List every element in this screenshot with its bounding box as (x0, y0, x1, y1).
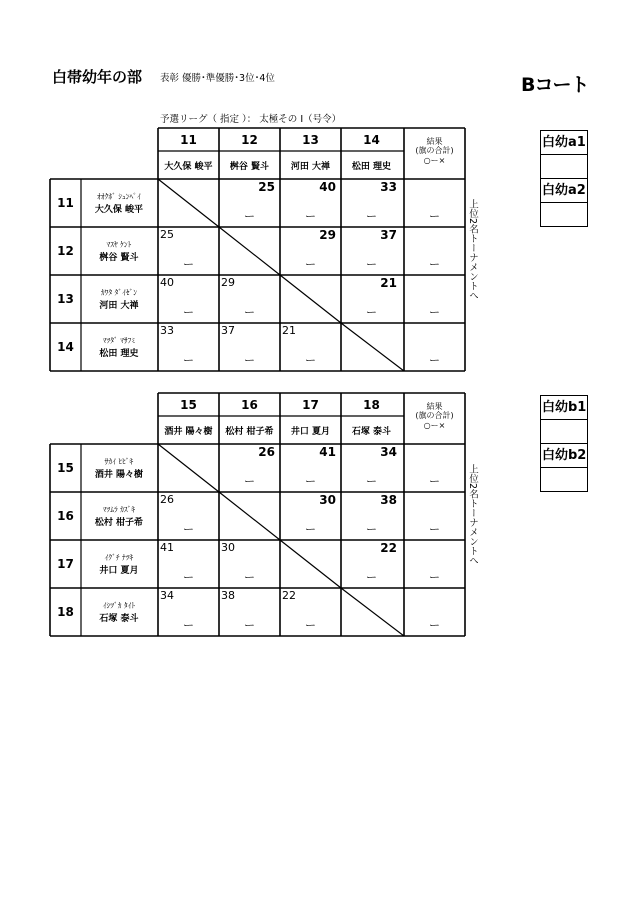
win-marker: ー (183, 523, 194, 536)
row-number: 18 (57, 605, 74, 619)
score-cell: 33 (160, 324, 174, 337)
result-header-title: 結果 (426, 137, 443, 146)
score-cell: 37 (380, 228, 397, 242)
score-cell: 40 (319, 180, 336, 194)
score-cell: 41 (160, 541, 174, 554)
score-cell: 26 (160, 493, 174, 506)
diagonal-slash (158, 179, 219, 227)
win-marker: ー (305, 619, 316, 632)
score-cell: 41 (319, 445, 336, 459)
score-cell: 34 (380, 445, 397, 459)
player-kana: ﾏﾂﾑﾗ ｶｽﾞｷ (102, 505, 136, 514)
seed-blank (541, 468, 587, 491)
player-kana: ｻｶｲ ﾋﾋﾞｷ (104, 457, 134, 466)
player-kana: ﾏｽﾔ ｹﾝﾄ (106, 240, 132, 249)
col-number: 18 (363, 398, 380, 412)
win-marker: ー (244, 571, 255, 584)
win-marker: ー (183, 258, 194, 271)
player-name: 河田 大禅 (99, 301, 139, 311)
player-name: 石塚 泰斗 (99, 614, 139, 624)
player-name: 酒井 陽々樹 (94, 470, 144, 480)
score-cell: 38 (221, 589, 235, 602)
row-number: 13 (57, 292, 74, 306)
win-marker: ー (183, 354, 194, 367)
score-cell: 37 (221, 324, 235, 337)
col-player-name: 井口 夏月 (290, 427, 331, 437)
seed-box-a2 (540, 178, 588, 227)
result-marker: ー (429, 523, 440, 536)
col-number: 16 (241, 398, 258, 412)
result-marker: ー (429, 475, 440, 488)
win-marker: ー (244, 354, 255, 367)
col-number: 13 (302, 133, 319, 147)
seed-box-b2 (540, 443, 588, 492)
player-name: 桝谷 賢斗 (99, 253, 139, 263)
diagonal-slash (219, 227, 280, 275)
col-player-name: 大久保 峻平 (164, 162, 213, 172)
win-marker: ー (183, 619, 194, 632)
diagonal-slash (280, 275, 341, 323)
col-number: 12 (241, 133, 258, 147)
score-cell: 34 (160, 589, 174, 602)
col-number: 14 (363, 133, 380, 147)
diagonal-slash (341, 588, 404, 636)
score-cell: 26 (258, 445, 275, 459)
col-number: 15 (180, 398, 197, 412)
player-kana: ｵｵｸﾎﾞ ｼｭﾝﾍﾟｲ (97, 192, 141, 201)
player-kana: ｲｼﾂﾞｶ ﾀｲﾄ (102, 601, 136, 610)
win-marker: ー (366, 523, 377, 536)
score-cell: 30 (221, 541, 235, 554)
seed-label: 白幼b1 (541, 396, 587, 420)
col-player-name: 松村 柑子希 (225, 427, 274, 437)
score-cell: 25 (160, 228, 174, 241)
league-info: 予選リーグ（ 指定 ）： 太極その I（号令） (160, 114, 342, 125)
award-note: 表彰 優勝･準優勝･3位･4位 (160, 73, 275, 84)
result-header-note: (旗の合計) (415, 146, 454, 155)
advance-note: 上位2名トーナメントへ (467, 464, 478, 566)
win-marker: ー (305, 475, 316, 488)
court-label: Bコート (521, 74, 589, 96)
result-marker: ー (429, 571, 440, 584)
player-name: 井口 夏月 (99, 566, 139, 576)
col-player-name: 河田 大禅 (290, 162, 331, 172)
score-cell: 21 (282, 324, 296, 337)
win-marker: ー (183, 306, 194, 319)
score-cell: 40 (160, 276, 174, 289)
seed-label: 白幼a1 (541, 131, 587, 155)
player-name: 松村 柑子希 (94, 518, 144, 528)
result-header-title: 結果 (426, 402, 443, 411)
score-cell: 29 (221, 276, 235, 289)
result-marker: ー (429, 210, 440, 223)
result-marker: ー (429, 354, 440, 367)
win-marker: ー (305, 258, 316, 271)
diagonal-slash (341, 323, 404, 371)
win-marker: ー (305, 354, 316, 367)
col-player-name: 松田 理史 (351, 162, 392, 172)
page-title: 白帯幼年の部 (52, 68, 143, 86)
win-marker: ー (366, 210, 377, 223)
row-number: 12 (57, 244, 74, 258)
score-cell: 22 (282, 589, 296, 602)
col-player-name: 桝谷 賢斗 (229, 162, 270, 172)
score-cell: 22 (380, 541, 397, 555)
score-cell: 33 (380, 180, 397, 194)
win-marker: ー (244, 475, 255, 488)
seed-label: 白幼b2 (541, 444, 587, 468)
row-number: 17 (57, 557, 74, 571)
win-marker: ー (366, 571, 377, 584)
col-number: 17 (302, 398, 319, 412)
score-cell: 30 (319, 493, 336, 507)
diagonal-slash (158, 444, 219, 492)
result-marker: ー (429, 258, 440, 271)
player-kana: ｶﾜﾀ ﾀﾞｲｾﾞﾝ (100, 288, 138, 297)
win-marker: ー (244, 619, 255, 632)
col-number: 11 (180, 133, 197, 147)
result-marker: ー (429, 306, 440, 319)
player-kana: ﾏﾂﾀﾞ ﾏｻﾌﾐ (102, 336, 136, 345)
seed-blank (541, 420, 587, 443)
win-marker: ー (183, 571, 194, 584)
result-header-note: (旗の合計) (415, 411, 454, 420)
seed-blank (541, 203, 587, 226)
seed-blank (541, 155, 587, 178)
seed-box-b1 (540, 395, 588, 444)
win-marker: ー (305, 210, 316, 223)
score-cell: 21 (380, 276, 397, 290)
col-player-name: 酒井 陽々樹 (164, 427, 213, 437)
seed-box-a1 (540, 130, 588, 179)
row-number: 14 (57, 340, 74, 354)
diagonal-slash (219, 492, 280, 540)
win-marker: ー (366, 258, 377, 271)
win-marker: ー (244, 306, 255, 319)
row-number: 16 (57, 509, 74, 523)
win-marker: ー (366, 475, 377, 488)
win-marker: ー (366, 306, 377, 319)
diagonal-slash (280, 540, 341, 588)
win-marker: ー (305, 523, 316, 536)
score-cell: 38 (380, 493, 397, 507)
player-kana: ｲｸﾞﾁ ﾅﾂｷ (104, 553, 134, 562)
score-cell: 29 (319, 228, 336, 242)
win-marker: ー (244, 210, 255, 223)
row-number: 11 (57, 196, 74, 210)
col-player-name: 石塚 泰斗 (351, 427, 392, 437)
seed-label: 白幼a2 (541, 179, 587, 203)
row-number: 15 (57, 461, 74, 475)
result-header-symbols: ○ー× (423, 421, 446, 430)
player-name: 松田 理史 (99, 349, 139, 359)
advance-note: 上位2名トーナメントへ (467, 199, 478, 301)
player-name: 大久保 峻平 (94, 205, 144, 215)
result-marker: ー (429, 619, 440, 632)
result-header-symbols: ○ー× (423, 156, 446, 165)
score-cell: 25 (258, 180, 275, 194)
